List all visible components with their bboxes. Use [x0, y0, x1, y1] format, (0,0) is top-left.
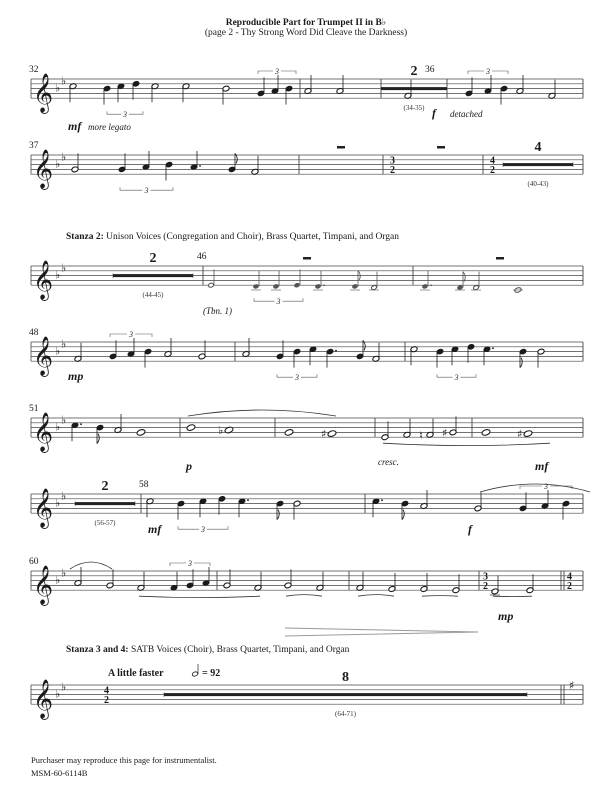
note-whole — [218, 424, 234, 437]
treble-clef-icon: 𝄞 — [33, 73, 54, 114]
note-quarter — [309, 346, 317, 365]
dynamic-marking: mp — [68, 369, 84, 383]
staff-system — [29, 557, 583, 636]
note-half — [74, 567, 82, 586]
note-whole — [481, 429, 491, 437]
flat-icon: ♭ — [55, 81, 61, 95]
tuplet-number: 3 — [129, 330, 133, 339]
note-quarter — [562, 500, 570, 519]
note-half — [137, 572, 145, 591]
slur — [480, 484, 590, 492]
note-quarter — [271, 75, 279, 94]
note-quarter — [186, 569, 194, 588]
staff-system — [29, 64, 583, 133]
section-label: Stanza 3 and 4: — [66, 645, 129, 655]
note-half — [526, 574, 534, 593]
time-signature: 2 — [490, 165, 495, 177]
note-half — [208, 269, 214, 288]
staff-system — [31, 479, 590, 536]
note-quarter — [177, 500, 185, 519]
measure-number: 48 — [29, 328, 39, 338]
note-half — [420, 490, 428, 509]
measure-number: 60 — [29, 557, 39, 567]
page-subtitle: (page 2 - Thy Strong Word Did Cleave the Darkness) — [204, 28, 408, 38]
time-signature: 3 — [390, 155, 395, 167]
multi-measure-rest — [503, 163, 573, 166]
note-quarter — [190, 151, 201, 170]
note-half — [356, 572, 364, 591]
note-whole — [513, 287, 523, 293]
note-half — [151, 83, 159, 102]
flat-icon: ♭ — [61, 261, 67, 275]
treble-clef-icon: 𝄞 — [33, 565, 54, 606]
note-quarter — [326, 348, 337, 367]
note-quarter — [484, 75, 492, 94]
note-quarter — [202, 567, 210, 586]
treble-clef-icon: 𝄞 — [33, 260, 54, 301]
tuplet-number: 3 — [454, 373, 459, 383]
staff-system — [31, 664, 583, 720]
dynamic-marking: f — [432, 106, 436, 120]
measure-number: 37 — [29, 141, 39, 151]
expression-text: more legato — [88, 122, 131, 132]
dynamic-marking: p — [186, 459, 192, 473]
note-quarter — [372, 498, 383, 517]
slur — [383, 443, 550, 445]
note-quarter — [519, 492, 527, 511]
treble-clef-icon: 𝄞 — [33, 412, 54, 453]
note-whole — [136, 429, 146, 437]
note-quarter — [465, 77, 473, 96]
tuplet-number: 3 — [275, 67, 279, 76]
sharp-icon: ♯ — [569, 678, 575, 692]
note-half — [336, 75, 344, 94]
whole-rest — [337, 146, 345, 149]
note-quarter — [451, 346, 459, 365]
note-half — [316, 572, 324, 591]
section-label: Stanza 2: — [66, 232, 104, 242]
slur — [286, 595, 322, 597]
note-half — [293, 500, 301, 519]
flat-icon: ♭ — [61, 74, 67, 88]
note-half — [474, 492, 482, 511]
flat-icon: ♭ — [55, 496, 61, 510]
measure-range: (40-43) — [527, 180, 549, 189]
note-quarter — [285, 85, 293, 104]
note-quarter — [165, 161, 173, 180]
note-half — [410, 346, 418, 365]
note-quarter — [541, 490, 549, 509]
note-quarter — [132, 80, 140, 99]
whole-rest — [437, 146, 445, 149]
note-half — [254, 572, 262, 591]
note-eighth — [276, 500, 284, 519]
note-quarter — [109, 340, 117, 359]
tuplet-number: 3 — [486, 67, 490, 76]
staff-system — [29, 328, 583, 383]
note-half — [106, 569, 114, 588]
rest-count: 4 — [534, 140, 542, 155]
measure-range: (34-35) — [403, 104, 425, 113]
note-half — [284, 569, 292, 588]
time-signature: 4 — [104, 685, 109, 697]
slur — [70, 562, 112, 569]
staff-system — [29, 404, 583, 473]
whole-rest — [303, 257, 311, 260]
section-text: Unison Voices (Congregation and Choir), Brass Quartet, Timpani, and Organ — [103, 232, 400, 242]
note-eighth — [228, 153, 237, 172]
footer-permission: Purchaser may reproduce this page for instrumentalist. — [31, 755, 217, 765]
tempo-value: = 92 — [202, 668, 221, 679]
note-half — [182, 83, 190, 102]
note-quarter — [257, 77, 265, 96]
time-signature: 2 — [567, 581, 572, 593]
note-half — [516, 75, 524, 94]
note-whole — [284, 429, 294, 437]
time-signature: 4 — [567, 571, 572, 583]
dynamic-marking: mf — [535, 459, 549, 473]
expression-text: cresc. — [378, 457, 399, 467]
measure-number: 46 — [197, 252, 207, 262]
note-half — [419, 419, 434, 442]
decrescendo-hairpin — [285, 628, 478, 636]
note-quarter — [276, 340, 284, 359]
note-quarter — [142, 151, 150, 170]
note-half — [222, 85, 230, 104]
slur — [422, 596, 458, 597]
note-half — [71, 153, 79, 172]
tuplet-number: 3 — [201, 525, 205, 535]
note-half — [114, 414, 122, 433]
rest-count: 2 — [149, 251, 157, 266]
note-quarter — [467, 343, 475, 362]
measure-range: (56-57) — [94, 519, 116, 528]
note-quarter — [294, 269, 300, 288]
slur — [188, 410, 336, 416]
flat-icon: ♭ — [61, 150, 67, 164]
note-eighth — [455, 272, 465, 291]
sharp-icon: ♯ — [442, 426, 448, 440]
note-half — [146, 498, 154, 517]
flat-icon: ♭ — [61, 566, 67, 580]
tuplet-number: 3 — [276, 297, 281, 307]
tuplet-number: 3 — [144, 186, 149, 196]
note-quarter — [483, 346, 494, 365]
treble-clef-icon: 𝄞 — [33, 149, 54, 190]
time-signature: 2 — [104, 695, 109, 707]
dynamic-marking: mf — [148, 522, 162, 536]
treble-clef-icon: 𝄞 — [33, 488, 54, 529]
note-quarter — [127, 338, 135, 357]
note-whole — [517, 428, 533, 441]
note-half — [471, 272, 481, 291]
footer-catalog-number: MSM-60-6114B — [31, 768, 88, 778]
note-whole — [186, 424, 196, 432]
note-half — [452, 574, 460, 593]
note-whole — [321, 428, 337, 441]
multi-measure-rest — [75, 502, 135, 505]
note-half — [198, 340, 206, 359]
tempo-marking: A little faster — [108, 668, 164, 679]
sharp-icon: ♯ — [321, 427, 327, 441]
staff-system — [31, 251, 583, 316]
note-eighth — [519, 348, 527, 367]
note-half — [403, 419, 411, 438]
flat-icon: ♭ — [55, 420, 61, 434]
rest-count: 8 — [342, 670, 349, 685]
note-quarter — [103, 85, 111, 104]
expression-text: detached — [450, 109, 483, 119]
note-half — [223, 569, 231, 588]
multi-measure-rest — [113, 274, 193, 277]
measure-number: 32 — [29, 65, 39, 75]
flat-icon: ♭ — [55, 573, 61, 587]
dynamic-marking: f — [468, 522, 472, 536]
note-half — [381, 421, 389, 440]
note-quarter — [118, 153, 126, 172]
tuplet-number: 3 — [544, 482, 548, 491]
treble-clef-icon: 𝄞 — [33, 336, 54, 377]
measure-number: 58 — [139, 480, 149, 490]
flat-icon: ♭ — [218, 424, 224, 437]
note-quarter — [144, 348, 152, 367]
note-half — [304, 75, 312, 94]
natural-icon: ♮ — [419, 428, 423, 442]
staff-system — [29, 140, 583, 195]
note-quarter — [170, 572, 178, 591]
flat-icon: ♭ — [61, 680, 67, 694]
note-half — [548, 80, 556, 99]
note-quarter — [199, 498, 207, 517]
sharp-icon: ♯ — [517, 427, 523, 441]
time-signature: 3 — [483, 571, 488, 583]
rest-count: 2 — [101, 479, 109, 494]
flat-icon: ♭ — [61, 413, 67, 427]
note-quarter — [218, 495, 226, 514]
note-half — [74, 343, 82, 362]
note-half — [242, 338, 250, 357]
note-quarter — [117, 83, 125, 102]
measure-range: (44-45) — [142, 291, 164, 300]
note-quarter — [500, 85, 508, 104]
note-quarter — [436, 348, 444, 367]
note-half — [372, 343, 380, 362]
rest-count: 2 — [410, 64, 418, 79]
measure-range: (64-71) — [335, 710, 356, 719]
note-half — [537, 348, 545, 367]
multi-measure-rest — [164, 693, 527, 696]
flat-icon: ♭ — [55, 687, 61, 701]
half-note-icon — [192, 671, 199, 677]
flat-icon: ♭ — [55, 157, 61, 171]
slur — [358, 595, 394, 597]
page-title: Reproducible Part for Trumpet II in B♭ — [225, 18, 387, 28]
time-signature: 2 — [483, 581, 488, 593]
note-eighth — [401, 500, 409, 519]
note-eighth — [356, 340, 365, 359]
measure-number: 51 — [29, 404, 39, 414]
time-signature: 4 — [490, 155, 495, 167]
treble-clef-icon: 𝄞 — [33, 679, 54, 720]
note-quarter — [238, 498, 249, 517]
flat-icon: ♭ — [55, 268, 61, 282]
note-half — [369, 272, 379, 291]
flat-icon: ♭ — [61, 337, 67, 351]
dynamic-marking: mf — [68, 119, 82, 133]
multi-measure-rest — [381, 87, 447, 90]
tuplet-number: 3 — [123, 110, 127, 120]
tuplet-number: 3 — [188, 559, 192, 568]
note-half — [69, 83, 77, 102]
time-signature: 2 — [390, 165, 395, 177]
note-half — [251, 156, 259, 175]
note-quarter — [293, 348, 301, 367]
measure-number: 36 — [425, 65, 435, 75]
flat-icon: ♭ — [61, 489, 67, 503]
note-eighth — [96, 424, 104, 443]
cue-label: (Tbn. 1) — [203, 306, 232, 317]
whole-rest — [496, 257, 504, 260]
note-half — [164, 338, 172, 357]
section-text: SATB Voices (Choir), Brass Quartet, Timpani, and Organ — [128, 645, 350, 655]
flat-icon: ♭ — [55, 344, 61, 358]
slur — [139, 596, 260, 597]
tuplet-number: 3 — [295, 373, 299, 383]
dynamic-marking: mp — [498, 609, 514, 623]
note-quarter — [71, 422, 82, 441]
